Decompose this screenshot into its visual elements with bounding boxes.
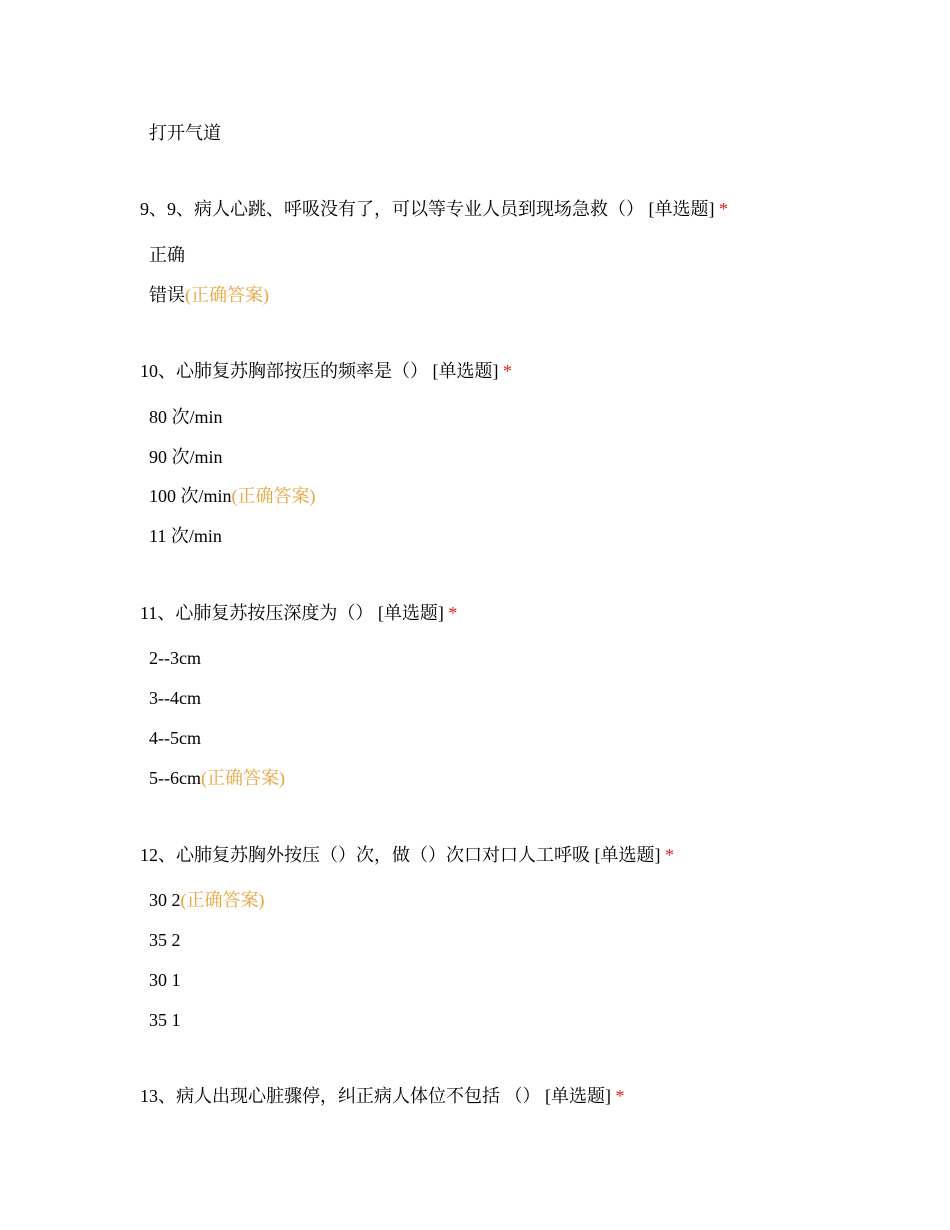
question-type: [单选题] xyxy=(540,1086,611,1106)
question-type: [单选题] xyxy=(428,361,499,381)
option-label: 正确 xyxy=(149,245,185,265)
question-9-option-1[interactable] xyxy=(149,243,185,267)
required-star: * xyxy=(503,361,512,381)
question-11-option-4[interactable] xyxy=(149,766,285,790)
question-12-option-3[interactable] xyxy=(149,968,181,992)
question-11-option-3[interactable] xyxy=(149,726,201,750)
question-type: [单选题] xyxy=(373,603,444,623)
question-10-option-2[interactable] xyxy=(149,445,223,469)
question-12-option-1[interactable] xyxy=(149,888,265,912)
required-star: * xyxy=(615,1086,625,1106)
option-label: 30 1 xyxy=(149,970,181,990)
question-12-option-4[interactable] xyxy=(149,1008,181,1032)
question-12-option-2[interactable] xyxy=(149,928,181,952)
option-label: 打开气道 xyxy=(149,123,221,143)
option-label: 30 2 xyxy=(149,890,181,910)
question-text: 11、心肺复苏按压深度为（） xyxy=(140,603,374,623)
option-label: 错误 xyxy=(149,285,185,305)
option-label: 90 次/min xyxy=(149,447,223,467)
required-star: * xyxy=(719,199,728,219)
question-9-option-2[interactable] xyxy=(149,283,269,307)
question-13-title xyxy=(140,1084,625,1108)
question-11-title xyxy=(140,601,457,625)
required-star: * xyxy=(665,845,674,865)
question-10-title xyxy=(140,359,512,383)
option-label: 35 1 xyxy=(149,1010,181,1030)
option-label: 4--5cm xyxy=(149,728,201,748)
question-type: [单选题] xyxy=(594,845,661,865)
question-text: 13、病人出现心脏骤停，纠正病人体位不包括 （） xyxy=(140,1086,541,1106)
option-label: 5--6cm xyxy=(149,768,201,788)
question-text: 9、9、病人心跳、呼吸没有了，可以等专业人员到现场急救（） xyxy=(140,199,644,219)
question-12-title xyxy=(140,843,674,867)
option-label: 100 次/min xyxy=(149,486,232,506)
option-label: 2--3cm xyxy=(149,648,201,668)
question-11-option-2[interactable] xyxy=(149,686,201,710)
question-9-title xyxy=(140,197,728,221)
option-label: 35 2 xyxy=(149,930,181,950)
question-10-option-1[interactable] xyxy=(149,405,223,429)
option-label: 80 次/min xyxy=(149,407,223,427)
correct-answer-tag: (正确答案) xyxy=(180,890,265,910)
option-open-airway[interactable] xyxy=(149,121,221,145)
option-label: 11 次/min xyxy=(149,526,222,546)
required-star: * xyxy=(448,603,458,623)
correct-answer-tag: (正确答案) xyxy=(200,768,285,788)
question-10-option-4[interactable] xyxy=(149,524,222,548)
question-10-option-3[interactable] xyxy=(149,484,316,508)
question-type: [单选题] xyxy=(644,199,715,219)
question-text: 10、心肺复苏胸部按压的频率是（） xyxy=(140,361,428,381)
correct-answer-tag: (正确答案) xyxy=(185,285,269,305)
question-text: 12、心肺复苏胸外按压（）次，做（）次口对口人工呼吸 xyxy=(140,845,590,865)
question-11-option-1[interactable] xyxy=(149,646,201,670)
option-label: 3--4cm xyxy=(149,688,201,708)
correct-answer-tag: (正确答案) xyxy=(231,486,316,506)
